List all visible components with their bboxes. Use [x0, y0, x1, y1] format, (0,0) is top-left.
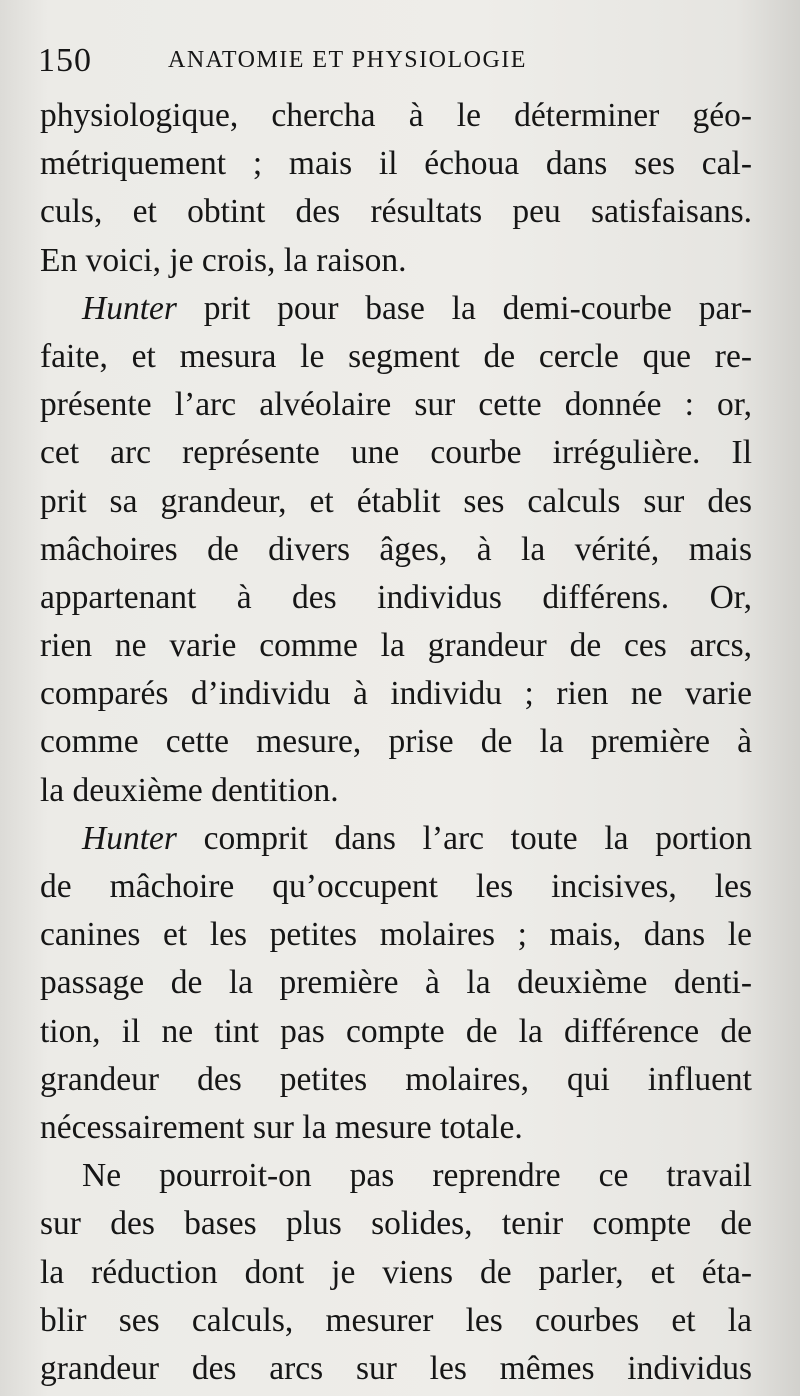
text-line: cet arc représente une courbe irrégulière. Il — [40, 434, 752, 472]
page-header — [38, 40, 758, 80]
text-fragment: prit pour base la demi-courbe par- — [176, 289, 752, 327]
body-text — [40, 92, 752, 1393]
text-line: passage de la première à la deuxième denti- — [40, 964, 752, 1002]
text-line: grandeur des petites molaires, qui influent — [40, 1060, 752, 1098]
text-line: la réduction dont je viens de parler, et éta- — [40, 1253, 752, 1291]
text-line: sur des bases plus solides, tenir compte de — [40, 1205, 752, 1243]
author-name: Hunter — [82, 289, 177, 327]
text-line: comparés d’individu à individu ; rien ne varie — [40, 675, 752, 713]
text-line: tion, il ne tint pas compte de la différence de — [40, 1012, 752, 1050]
text-line: prit sa grandeur, et établit ses calculs sur des — [40, 482, 752, 520]
text-line: En voici, je crois, la raison. — [40, 241, 407, 279]
running-head: ANATOMIE ET PHYSIOLOGIE — [168, 47, 527, 73]
text-line: comme cette mesure, prise de la première à — [40, 723, 752, 761]
text-line: la deuxième dentition. — [40, 771, 339, 809]
text-line: blir ses calculs, mesurer les courbes et la — [40, 1301, 752, 1339]
author-name: Hunter — [82, 819, 177, 857]
text-line: présente l’arc alvéolaire sur cette donnée : or, — [40, 386, 752, 424]
paragraph-first-line — [40, 815, 752, 863]
paragraph-first-line: Ne pourroit-on pas reprendre ce travail — [82, 1157, 752, 1195]
text-line: nécessairement sur la mesure totale. — [40, 1108, 523, 1146]
text-line: rien ne varie comme la grandeur de ces arcs, — [40, 627, 752, 665]
text-line: métriquement ; mais il échoua dans ses cal- — [40, 145, 752, 183]
text-line: physiologique, chercha à le déterminer géo- — [40, 97, 752, 134]
text-line: grandeur des arcs sur les mêmes individus — [40, 1349, 752, 1387]
text-line: mâchoires de divers âges, à la vérité, mais — [40, 530, 752, 568]
paragraph-first-line — [40, 285, 752, 333]
text-line: de mâchoire qu’occupent les incisives, les — [40, 868, 752, 905]
text-line: canines et les petites molaires ; mais, dans le — [40, 916, 752, 954]
text-fragment: comprit dans l’arc toute la portion — [176, 819, 752, 857]
text-line: appartenant à des individus différens. Or, — [40, 578, 752, 616]
page-number: 150 — [38, 42, 92, 79]
text-line: culs, et obtint des résultats peu satisfaisans. — [40, 193, 752, 231]
text-line: faite, et mesura le segment de cercle que re- — [40, 337, 752, 375]
